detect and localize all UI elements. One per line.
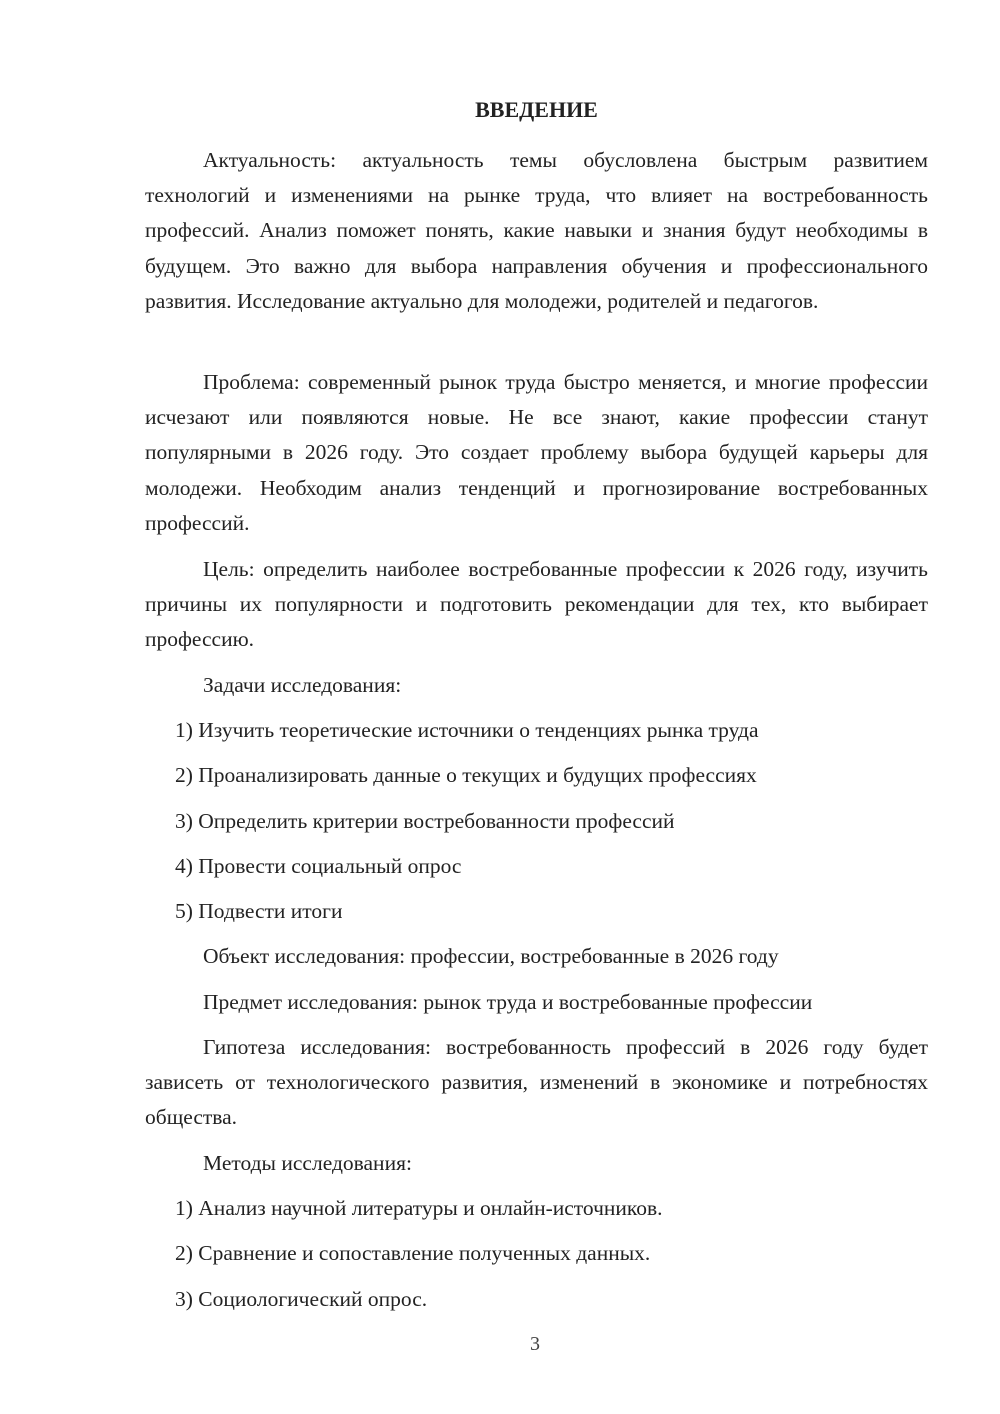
task-item: 3) Определить критерии востребованности профессий	[175, 809, 675, 833]
research-subject: Предмет исследования: рынок труда и востребованные профессии	[203, 990, 813, 1014]
task-item: 5) Подвести итоги	[175, 899, 343, 923]
methods-label: Методы исследования:	[203, 1151, 412, 1175]
relevance-paragraph: Актуальность: актуальность темы обусловлена быстрым развитием технологий и изменениями на рынке труда, что влияет на востребованность профессий. Анализ поможет понять, какие навыки и знания будут необходимы в будущем. Это важно для выбора направления обучения и профессионального развития. Исследование актуально для молодежи, родителей и педагогов.	[145, 148, 928, 313]
hypothesis-paragraph: Гипотеза исследования: востребованность профессий в 2026 году будет зависеть от технологического развития, изменений в экономике и потребностях общества.	[145, 1035, 928, 1130]
method-item: 3) Социологический опрос.	[175, 1287, 428, 1311]
problem-paragraph: Проблема: современный рынок труда быстро меняется, и многие профессии исчезают или появляются новые. Не все знают, какие профессии станут популярными в 2026 году. Это создает проблему выбора будущей карьеры для молодежи. Необходим анализ тенденций и прогнозирование востребованных профессий.	[145, 370, 928, 535]
task-item: 2) Проанализировать данные о текущих и будущих профессиях	[175, 763, 757, 787]
task-item: 1) Изучить теоретические источники о тенденциях рынка труда	[175, 718, 759, 742]
section-heading: ВВЕДЕНИЕ	[475, 97, 598, 122]
tasks-label: Задачи исследования:	[203, 673, 402, 697]
goal-paragraph: Цель: определить наиболее востребованные профессии к 2026 году, изучить причины их популярности и подготовить рекомендации для тех, кто выбирает профессию.	[145, 557, 928, 652]
method-item: 1) Анализ научной литературы и онлайн-источников.	[175, 1196, 663, 1220]
page-number: 3	[530, 1333, 540, 1355]
task-item: 4) Провести социальный опрос	[175, 854, 462, 878]
research-object: Объект исследования: профессии, востребованные в 2026 году	[203, 944, 779, 968]
method-item: 2) Сравнение и сопоставление полученных данных.	[175, 1241, 651, 1265]
